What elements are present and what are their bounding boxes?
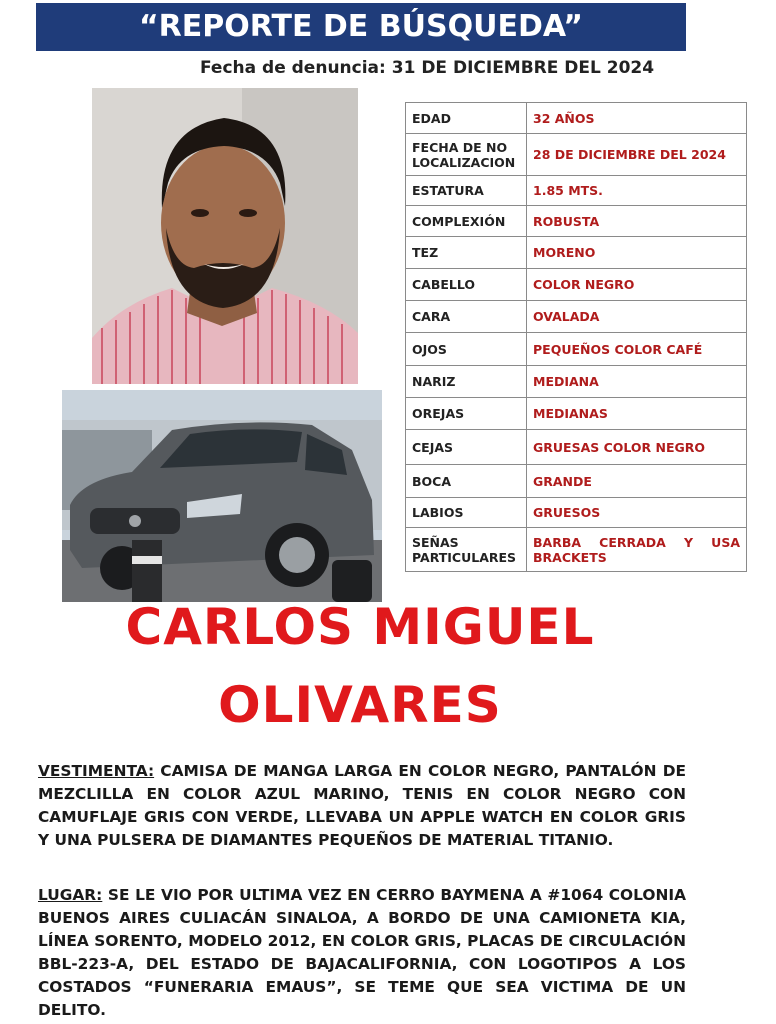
detail-label: CABELLO [406, 269, 527, 301]
clothing-text: CAMISA DE MANGA LARGA EN COLOR NEGRO, PANTALÓN DE MEZCLILLA EN COLOR AZUL MARINO, TENIS EN COLOR NEGRO CON CAMUFLAJE GRIS CON VERDE, LLEVABA UN APPLE WATCH EN COLOR GRIS Y UNA PULSERA DE DIAMANTES PEQUEÑOS DE MATERIAL TITANIO. [38, 762, 686, 849]
detail-label: SEÑAS PARTICULARES [406, 528, 527, 572]
clothing-description [38, 760, 686, 852]
detail-label: LABIOS [406, 498, 527, 528]
detail-value: MEDIANA [527, 366, 747, 398]
report-date: Fecha de denuncia: 31 DE DICIEMBRE DEL 2024 [200, 58, 655, 78]
detail-value: 28 DE DICIEMBRE DEL 2024 [527, 134, 747, 176]
table-row [406, 498, 747, 528]
detail-label: CARA [406, 301, 527, 333]
detail-label: COMPLEXIÓN [406, 206, 527, 237]
table-row [406, 103, 747, 134]
detail-label: NARIZ [406, 366, 527, 398]
detail-label: OREJAS [406, 398, 527, 430]
table-row [406, 528, 747, 572]
detail-value: MORENO [527, 237, 747, 269]
detail-value: GRUESAS COLOR NEGRO [527, 430, 747, 465]
clothing-label: VESTIMENTA: [38, 762, 155, 780]
table-row [406, 269, 747, 301]
missing-person-name-first: CARLOS MIGUEL [125, 598, 595, 656]
detail-value: GRANDE [527, 465, 747, 498]
detail-label: CEJAS [406, 430, 527, 465]
details-table [405, 102, 747, 572]
location-text: SE LE VIO POR ULTIMA VEZ EN CERRO BAYMENA A #1064 COLONIA BUENOS AIRES CULIACÁN SINALOA, A BORDO DE UNA CAMIONETA KIA, LÍNEA SORENTO, MODELO 2012, EN COLOR GRIS, PLACAS DE CIRCULACIÓN BBL-223-A, DEL ESTADO DE BAJACALIFORNIA, CON LOGOTIPOS A LOS COSTADOS “FUNERARIA EMAUS”, SE TEME QUE SEA VICTIMA DE UN DELITO. [38, 886, 686, 1019]
detail-label: EDAD [406, 103, 527, 134]
detail-value: COLOR NEGRO [527, 269, 747, 301]
table-row [406, 465, 747, 498]
detail-value: MEDIANAS [527, 398, 747, 430]
detail-value: ROBUSTA [527, 206, 747, 237]
location-description [38, 884, 686, 1022]
person-photo [92, 88, 358, 384]
table-row [406, 366, 747, 398]
detail-label: ESTATURA [406, 176, 527, 206]
table-row [406, 237, 747, 269]
detail-value: BARBA CERRADA Y USA BRACKETS [527, 528, 747, 572]
detail-label: FECHA DE NO LOCALIZACION [406, 134, 527, 176]
location-label: LUGAR: [38, 886, 103, 904]
detail-value: GRUESOS [527, 498, 747, 528]
table-row [406, 301, 747, 333]
missing-person-name-last: OLIVARES [218, 676, 502, 734]
detail-value: 1.85 MTS. [527, 176, 747, 206]
table-row [406, 333, 747, 366]
report-title: “REPORTE DE BÚSQUEDA” [36, 3, 686, 51]
detail-label: OJOS [406, 333, 527, 366]
table-row [406, 398, 747, 430]
table-row [406, 176, 747, 206]
detail-value: PEQUEÑOS COLOR CAFÉ [527, 333, 747, 366]
detail-label: BOCA [406, 465, 527, 498]
detail-value: OVALADA [527, 301, 747, 333]
detail-value: 32 AÑOS [527, 103, 747, 134]
vehicle-photo [62, 390, 382, 602]
table-row [406, 430, 747, 465]
table-row [406, 134, 747, 176]
table-row [406, 206, 747, 237]
detail-label: TEZ [406, 237, 527, 269]
